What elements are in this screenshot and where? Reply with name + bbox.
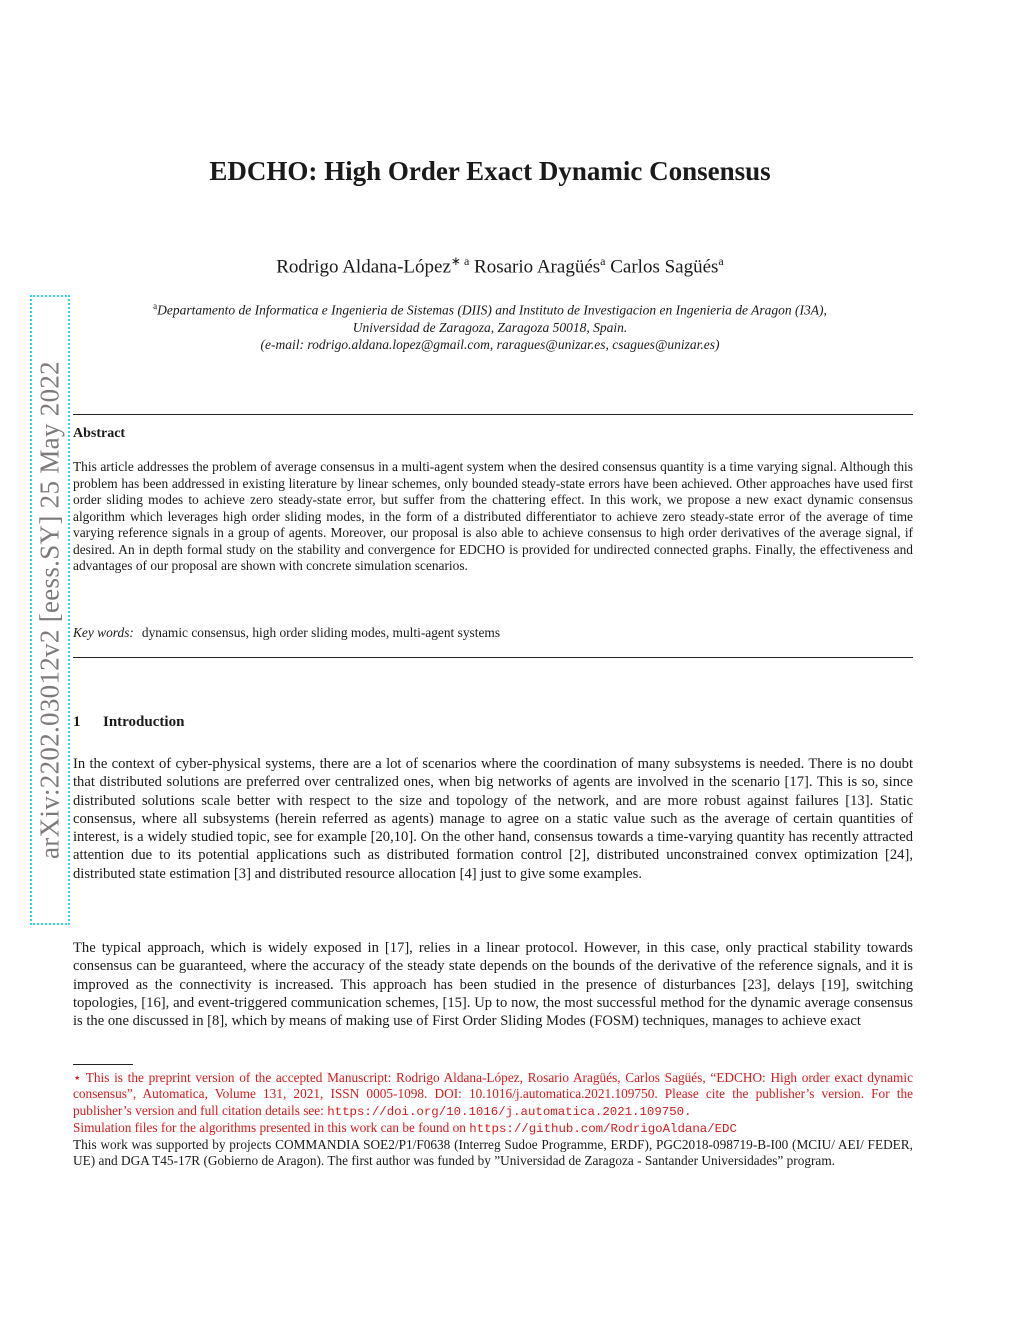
bottom-rule [73,657,913,658]
author-list [0,254,1000,278]
abstract-text: This article addresses the problem of average consensus in a multi-agent system when the desired consensus quantity is a time varying signal. Although this problem has been addressed in existing literature by linear schemes, only bounded steady-state errors have been achieved. Other approaches have used first order sliding modes to achieve zero steady-state error, but suffer from the chattering effect. In this work, we propose a new exact dynamic consensus algorithm which leverages high order sliding modes, in the form of a distributed differentiator to achieve zero steady-state error of the average of time varying reference signals in a group of agents. Moreover, our proposal is also able to achieve consensus to high order derivatives of the average signal, if desired. An in depth formal study on the stability and convergence for EDCHO is provided for undirected connected graphs. Finally, the effectiveness and advantages of our proposal are shown with concrete simulation scenarios. [73,459,913,573]
preprint-text: This is the preprint version of the accepted Manuscript: Rodrigo Aldana-López, Rosario Aragüés, Carlos Sagüés, “EDCHO: High order exact dynamic consensus”, Automatica, Volume 131, 2021, ISSN 0005-1098. DOI: 10.1016/j.automatica.2021.109750. Please cite the publisher’s version. For the publisher’s version and full citation details see: [73,1070,913,1118]
arxiv-stamp [30,295,70,925]
affiliation-line-2: Universidad de Zaragoza, Zaragoza 50018, Spain. [352,319,628,335]
author-mark: ∗ a [450,254,470,268]
affiliation-line-3: (e-mail: rodrigo.aldana.lopez@gmail.com, raragues@unizar.es, csagues@unizar.es) [260,336,720,352]
affiliation [80,298,900,353]
footnotes [73,1070,913,1170]
github-link[interactable]: https://github.com/RodrigoAldana/EDC [469,1121,737,1136]
keywords [73,625,913,641]
paper-title: EDCHO: High Order Exact Dynamic Consensus [209,156,771,186]
footnote-rule [73,1064,133,1065]
funding-footnote: This work was supported by projects COMMANDIA SOE2/P1/F0638 (Interreg Sudoe Programme, ERDF), PGC2018-098719-B-I00 (MCIU/ AEI/ FEDER, UE) and DGA T45-17R (Gobierno de Aragon). The first author was funded by ”Universidad de Zaragoza - Santander Universidades” program. [73,1137,913,1169]
affiliation-mark: a [153,301,158,311]
abstract-heading: Abstract [73,426,126,441]
top-rule [73,414,913,415]
simulation-footnote [73,1120,913,1137]
paragraph: In the context of cyber-physical systems, there are a lot of scenarios where the coordination of many subsystems is needed. There is no doubt that distributed solutions are preferred over centralized ones, when big networks of agents are involved in the scenario [17]. This is so, since distributed solutions scale better with respect to the size and topology of the network, and are more robust against failures [13]. Static consensus, where all subsystems (herein referred as agents) manage to agree on a static value such as the average of certain quantities of interest, is a widely studied topic, see for example [20,10]. On the other hand, consensus towards a time-varying quantity has recently attracted attention due to its potential applications such as distributed formation control [2], distributed unconstrained convex optimization [24], distributed state estimation [3] and distributed resource allocation [4] just to give some examples. [73,756,913,882]
affiliation-line-1: Departamento de Informatica e Ingenieria de Sistemas (DIIS) and Instituto de Investigacion en Ingenieria de Aragon (I3A), [157,302,827,318]
author-mark: a [718,254,724,268]
section-heading [73,714,184,731]
keywords-label: Key words: [73,625,134,640]
simulation-text: Simulation files for the algorithms presented in this work can be found on [73,1119,466,1135]
author-name: Carlos Sagüés [610,256,719,278]
author-mark: a [600,254,606,268]
author-name: Rosario Aragüés [474,256,601,278]
section-title: Introduction [103,714,185,730]
section-number: 1 [73,714,81,730]
author-name: Rodrigo Aldana-López [276,256,451,278]
paragraph: The typical approach, which is widely exposed in [17], relies in a linear protocol. However, in this case, only practical stability towards consensus can be guaranteed, where the accuracy of the steady state depends on the bounds of the derivative of the reference signals, and it is improved as the connectivity is increased. This approach has been studied in the presence of disturbances [23], delays [19], switching topologies, [16], and event-triggered communication schemes, [15]. Up to now, the most successful method for the dynamic average consensus is the one discussed in [8], which by means of making use of First Order Sliding Modes (FOSM) techniques, manages to achieve exact [73,940,913,1030]
doi-link[interactable]: https://doi.org/10.1016/j.automatica.2021.109750. [327,1104,692,1119]
arxiv-id: arXiv:2202.03012v2 [eess.SY] 25 May 2022 [34,361,65,859]
star-mark: ⋆ [73,1070,82,1085]
keywords-text: dynamic consensus, high order sliding modes, multi-agent systems [141,625,501,640]
preprint-footnote [73,1070,913,1120]
